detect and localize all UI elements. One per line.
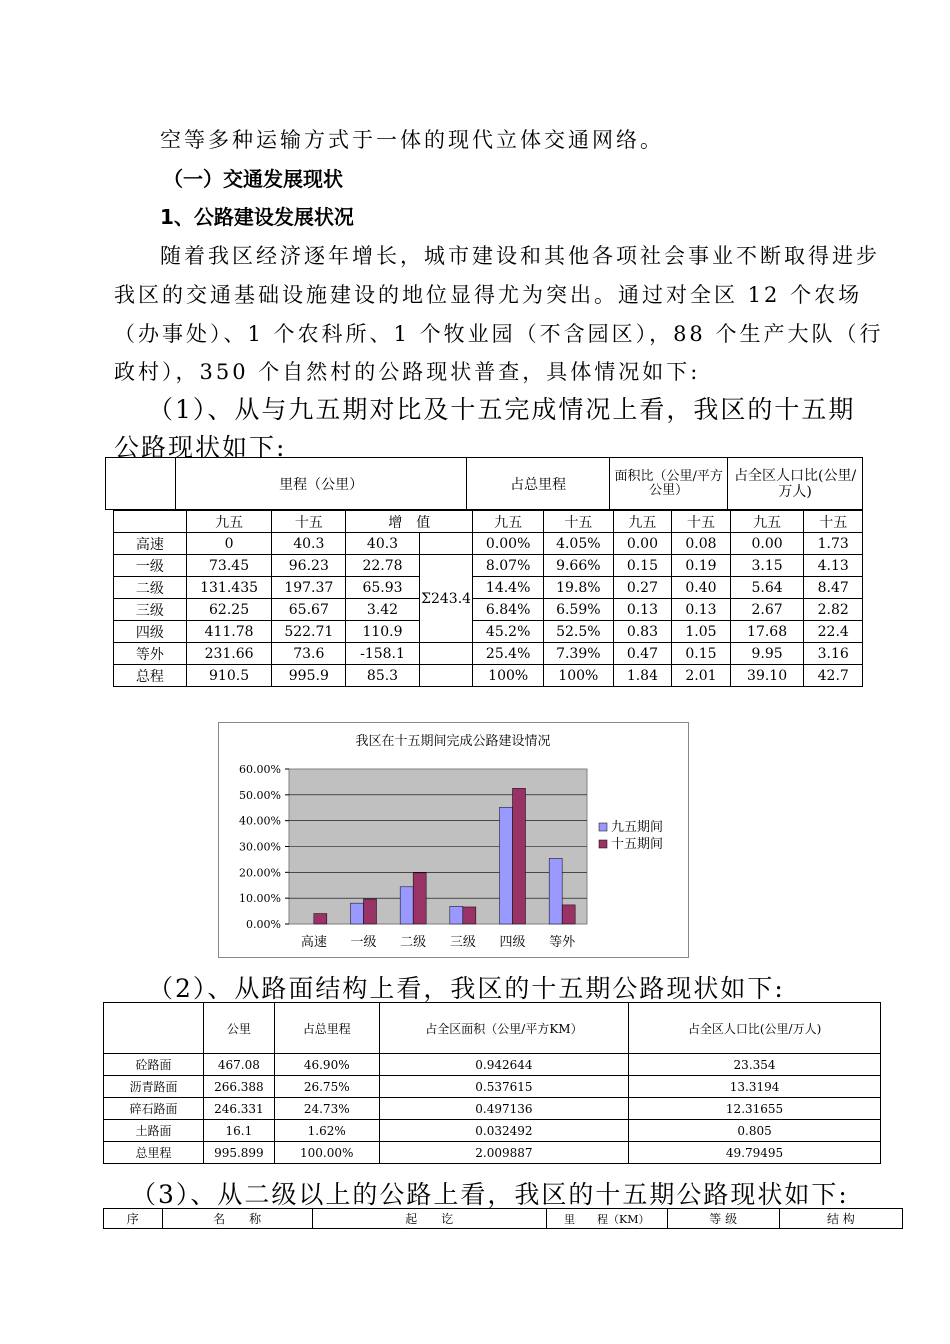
cell: 40.3 <box>346 533 420 555</box>
cell: 96.23 <box>272 555 346 577</box>
table1-subheader: 九五 <box>730 511 804 533</box>
paragraph-line: 政村），350 个自然村的公路现状普查，具体情况如下: <box>114 360 701 384</box>
cell: 1.73 <box>804 533 863 555</box>
cell: 411.78 <box>186 621 272 643</box>
cell: 4.05% <box>544 533 614 555</box>
section-heading: （一）交通发展现状 <box>163 167 343 191</box>
table-row <box>104 1054 881 1076</box>
cell: 73.45 <box>186 555 272 577</box>
cell: 131.435 <box>186 577 272 599</box>
cell: 16.1 <box>204 1120 275 1142</box>
y-tick-label: 0.00% <box>246 918 281 931</box>
cell: 9.95 <box>730 643 804 665</box>
cell: 1.05 <box>672 621 731 643</box>
table1-empty-cell <box>114 511 187 533</box>
paragraph-line: 随着我区经济逐年增长，城市建设和其他各项社会事业不断取得进步 <box>160 244 880 268</box>
cell: 1.62% <box>274 1120 379 1142</box>
row-name: 高速 <box>114 533 187 555</box>
cell: 0.27 <box>613 577 672 599</box>
cell: 0.00 <box>613 533 672 555</box>
cell: 14.4% <box>473 577 544 599</box>
bar-chart <box>218 722 689 958</box>
cell: 100% <box>473 665 544 687</box>
bar <box>364 899 377 924</box>
cell: 995.9 <box>272 665 346 687</box>
cell: 62.25 <box>186 599 272 621</box>
row-name: 碎石路面 <box>104 1098 204 1120</box>
table1-subheader: 增 值 <box>346 511 473 533</box>
row-name: 等外 <box>114 643 187 665</box>
cell: 231.66 <box>186 643 272 665</box>
cell: 467.08 <box>204 1054 275 1076</box>
cell: 246.331 <box>204 1098 275 1120</box>
cell: 0.08 <box>672 533 731 555</box>
cell: 42.7 <box>804 665 863 687</box>
table2 <box>103 1002 881 1164</box>
sum-cell: Σ243.4 <box>419 555 473 643</box>
chart-title: 我区在十五期间完成公路建设情况 <box>355 734 551 749</box>
cell: 65.93 <box>346 577 420 599</box>
cell: 3.15 <box>730 555 804 577</box>
x-tick-label: 一级 <box>350 935 377 950</box>
cell: 0.537615 <box>379 1076 628 1098</box>
x-tick-label: 等外 <box>549 935 576 950</box>
x-tick-label: 四级 <box>499 935 526 950</box>
table3-header: 序 <box>104 1209 163 1229</box>
cell: 0.15 <box>613 555 672 577</box>
paragraph-line: 空等多种运输方式于一体的现代立体交通网络。 <box>160 128 664 152</box>
table-row <box>104 1142 881 1164</box>
table3 <box>103 1208 903 1229</box>
x-tick-label: 二级 <box>400 935 427 950</box>
cell: 0.00 <box>730 533 804 555</box>
table1-group-header: 占全区人口比(公里/万人) <box>728 458 863 510</box>
cell: 522.71 <box>272 621 346 643</box>
cell: 0.805 <box>629 1120 881 1142</box>
cell: 0.032492 <box>379 1120 628 1142</box>
row-name: 总程 <box>114 665 187 687</box>
cell: 1.84 <box>613 665 672 687</box>
legend-swatch <box>599 823 607 831</box>
table1-subheader: 九五 <box>473 511 544 533</box>
bar <box>463 907 476 924</box>
cell: 0.83 <box>613 621 672 643</box>
table-row <box>114 577 863 599</box>
table-row <box>104 1076 881 1098</box>
table-row <box>104 1120 881 1142</box>
bar <box>450 906 463 924</box>
table2-header: 占全区面积（公里/平方KM） <box>379 1003 628 1054</box>
bar <box>351 903 364 924</box>
cell: 0.00% <box>473 533 544 555</box>
cell: 65.67 <box>272 599 346 621</box>
table-row <box>114 555 863 577</box>
cell: 52.5% <box>544 621 614 643</box>
cell: 2.01 <box>672 665 731 687</box>
cell: 100% <box>544 665 614 687</box>
cell: 910.5 <box>186 665 272 687</box>
bar <box>549 858 562 924</box>
row-name: 沥青路面 <box>104 1076 204 1098</box>
table3-header: 起 讫 <box>312 1209 546 1229</box>
row-name: 二级 <box>114 577 187 599</box>
table1-subheader: 十五 <box>544 511 614 533</box>
table1-corner-cell <box>106 458 176 510</box>
row-name: 砼路面 <box>104 1054 204 1076</box>
cell: 266.388 <box>204 1076 275 1098</box>
cell: 3.16 <box>804 643 863 665</box>
row-name: 四级 <box>114 621 187 643</box>
paragraph-line: （办事处）、1 个农科所、1 个牧业园（不含园区），88 个生产大队（行 <box>114 322 884 346</box>
cell: 100.00% <box>274 1142 379 1164</box>
table1-subheader: 十五 <box>272 511 346 533</box>
cell: 0.19 <box>672 555 731 577</box>
section-title: （3）、从二级以上的公路上看，我区的十五期公路现状如下: <box>131 1180 849 1209</box>
table1-subheader: 九五 <box>613 511 672 533</box>
table3-header: 名 称 <box>162 1209 312 1229</box>
cell: 0.942644 <box>379 1054 628 1076</box>
section-title: 公路现状如下: <box>114 433 287 462</box>
legend-label: 十五期间 <box>611 837 664 852</box>
table2-header: 占总里程 <box>274 1003 379 1054</box>
cell: 0.47 <box>613 643 672 665</box>
table1-subheader: 十五 <box>672 511 731 533</box>
cell: 26.75% <box>274 1076 379 1098</box>
cell: 4.13 <box>804 555 863 577</box>
table1-group-header: 占总里程 <box>467 458 610 510</box>
cell: 0.13 <box>672 599 731 621</box>
cell: 22.78 <box>346 555 420 577</box>
table-row <box>114 599 863 621</box>
cell: 40.3 <box>272 533 346 555</box>
subsection-heading: 1、公路建设发展状况 <box>160 205 354 229</box>
table1-group-header: 面积比（公里/平方公里） <box>610 458 728 510</box>
y-tick-label: 60.00% <box>239 763 281 776</box>
table1-header <box>105 457 863 510</box>
cell: 0.497136 <box>379 1098 628 1120</box>
cell: 995.899 <box>204 1142 275 1164</box>
table1-group-header: 里程（公里） <box>176 458 467 510</box>
bar <box>500 807 513 924</box>
cell: 110.9 <box>346 621 420 643</box>
cell: 6.59% <box>544 599 614 621</box>
table-row <box>114 533 863 555</box>
cell: 73.6 <box>272 643 346 665</box>
cell: 85.3 <box>346 665 420 687</box>
bar <box>562 905 575 924</box>
table3-header: 里 程（KM） <box>546 1209 667 1229</box>
cell: 49.79495 <box>629 1142 881 1164</box>
cell <box>419 665 473 687</box>
bar <box>513 788 526 924</box>
cell: 6.84% <box>473 599 544 621</box>
cell: 13.3194 <box>629 1076 881 1098</box>
chart-canvas <box>219 723 688 957</box>
table-row <box>114 665 863 687</box>
cell: 22.4 <box>804 621 863 643</box>
section-title: （2）、从路面结构上看，我区的十五期公路现状如下: <box>148 974 785 1003</box>
section-title: （1）、从与九五期对比及十五完成情况上看，我区的十五期 <box>148 395 856 424</box>
cell: 12.31655 <box>629 1098 881 1120</box>
cell: 25.4% <box>473 643 544 665</box>
cell: 17.68 <box>730 621 804 643</box>
row-name: 一级 <box>114 555 187 577</box>
cell: 0.40 <box>672 577 731 599</box>
row-name: 总里程 <box>104 1142 204 1164</box>
table1-subheader: 九五 <box>186 511 272 533</box>
cell: 19.8% <box>544 577 614 599</box>
cell: 39.10 <box>730 665 804 687</box>
cell: 2.009887 <box>379 1142 628 1164</box>
cell: 0.13 <box>613 599 672 621</box>
table2-corner-cell <box>104 1003 204 1054</box>
cell: 24.73% <box>274 1098 379 1120</box>
cell: 7.39% <box>544 643 614 665</box>
legend-label: 九五期间 <box>611 820 664 835</box>
cell: 46.90% <box>274 1054 379 1076</box>
cell: 0 <box>186 533 272 555</box>
table1-body <box>113 510 863 687</box>
cell: 9.66% <box>544 555 614 577</box>
cell: 23.354 <box>629 1054 881 1076</box>
cell: 2.82 <box>804 599 863 621</box>
table2-header: 占全区人口比(公里/万人) <box>629 1003 881 1054</box>
cell: 0.15 <box>672 643 731 665</box>
bar <box>314 914 327 924</box>
table2-header: 公里 <box>204 1003 275 1054</box>
bar <box>413 873 426 924</box>
x-tick-label: 三级 <box>449 935 476 950</box>
cell: 197.37 <box>272 577 346 599</box>
cell: 45.2% <box>473 621 544 643</box>
cell: 8.47 <box>804 577 863 599</box>
cell: 2.67 <box>730 599 804 621</box>
x-tick-label: 高速 <box>300 935 327 950</box>
cell <box>419 643 473 665</box>
y-tick-label: 30.00% <box>239 840 281 854</box>
bar <box>400 887 413 924</box>
legend-swatch <box>599 840 607 848</box>
cell <box>419 533 473 555</box>
table-row <box>104 1098 881 1120</box>
table-row <box>114 621 863 643</box>
y-tick-label: 10.00% <box>239 892 281 906</box>
y-tick-label: 50.00% <box>239 788 281 802</box>
cell: 8.07% <box>473 555 544 577</box>
row-name: 土路面 <box>104 1120 204 1142</box>
table1-subheader: 十五 <box>804 511 863 533</box>
table3-header: 等 级 <box>667 1209 779 1229</box>
table3-header: 结 构 <box>779 1209 902 1229</box>
row-name: 三级 <box>114 599 187 621</box>
cell: 5.64 <box>730 577 804 599</box>
cell: -158.1 <box>346 643 420 665</box>
y-tick-label: 20.00% <box>239 866 281 880</box>
cell: 3.42 <box>346 599 420 621</box>
y-tick-label: 40.00% <box>239 814 281 828</box>
table-row <box>114 643 863 665</box>
paragraph-line: 我区的交通基础设施建设的地位显得尤为突出。通过对全区 12 个农场 <box>114 283 863 307</box>
